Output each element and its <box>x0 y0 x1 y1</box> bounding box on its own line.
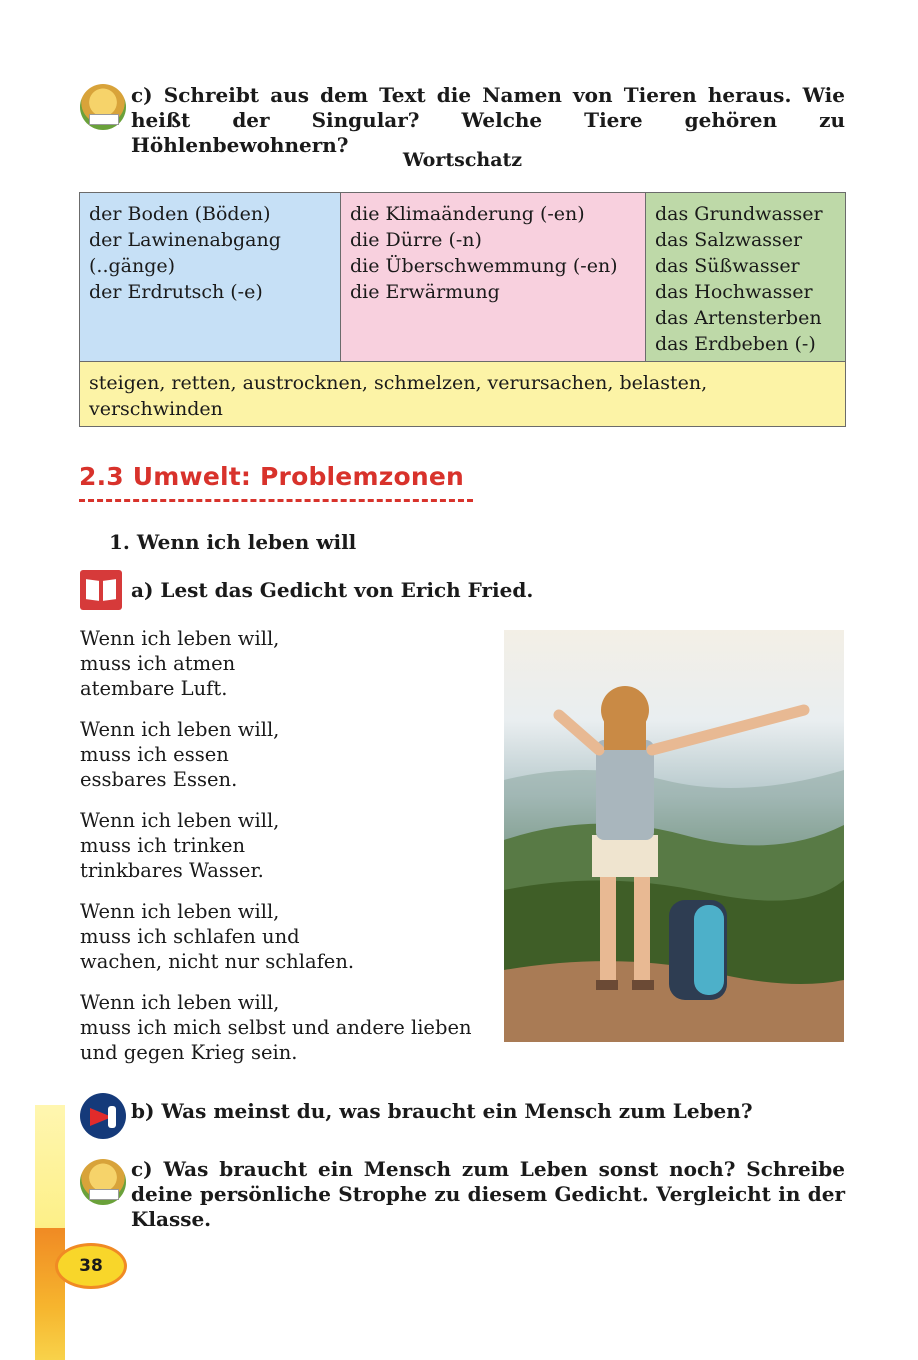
poem-line: Wenn ich leben will, <box>80 718 280 741</box>
poem-line: muss ich schlafen und <box>80 925 300 948</box>
poem-line: Wenn ich leben will, <box>80 900 280 923</box>
poem-line: trinkbares Wasser. <box>80 859 264 882</box>
vocab-cell-feminine <box>341 193 646 362</box>
vocab-cell-masculine <box>80 193 341 362</box>
hiker-illustration <box>504 630 844 1042</box>
task-c-top: c) Schreibt aus dem Text die Namen von Tieren heraus. Wie heißt der Singular? Welche Tiere gehören zu Höhlenbewohnern? <box>131 83 845 157</box>
verbs-list: steigen, retten, austrocknen, schmelzen, verursachen, belasten, verschwinden <box>89 372 708 420</box>
child-reading-icon <box>80 1159 126 1205</box>
vocab-item: die Überschwemmung (-en) <box>350 255 618 277</box>
task-c: c) Was braucht ein Mensch zum Leben sonst noch? Schreibe deine persönliche Strophe zu diesem Gedicht. Vergleicht in der Klasse. <box>131 1157 845 1231</box>
open-book-icon <box>80 570 122 610</box>
task-a: a) Lest das Gedicht von Erich Fried. <box>131 578 534 602</box>
page-number: 38 <box>55 1243 127 1289</box>
vocab-item: das Grundwasser <box>655 203 823 225</box>
poem-stanza <box>80 717 500 792</box>
poem-line: muss ich atmen <box>80 652 236 675</box>
poem-stanza <box>80 899 500 974</box>
section-title: 2.3 Umwelt: Problemzonen <box>79 462 464 491</box>
poem-stanza <box>80 626 500 701</box>
vocab-item: der Lawinenabgang <box>89 229 281 251</box>
megaphone-icon <box>80 1093 126 1139</box>
page-edge-accent <box>35 1228 65 1360</box>
poem-line: atembare Luft. <box>80 677 228 700</box>
vocab-item: das Salzwasser <box>655 229 803 251</box>
vocab-cell-neuter <box>646 193 846 362</box>
vocab-item: das Erdbeben (-) <box>655 333 816 355</box>
poem-line: Wenn ich leben will, <box>80 627 280 650</box>
poem-line: muss ich essen <box>80 743 229 766</box>
task-b: b) Was meinst du, was braucht ein Mensch zum Leben? <box>131 1099 753 1123</box>
vocab-item: die Erwärmung <box>350 281 500 303</box>
poem-line: wachen, nicht nur schlafen. <box>80 950 355 973</box>
poem-line: muss ich mich selbst und andere lieben <box>80 1016 472 1039</box>
poem-line: Wenn ich leben will, <box>80 991 280 1014</box>
hiker-photo <box>504 630 844 1042</box>
poem <box>80 626 500 1081</box>
vocab-item: (..gänge) <box>89 255 176 277</box>
child-reading-icon <box>80 84 126 130</box>
exercise-title: 1. Wenn ich leben will <box>109 530 357 554</box>
vocab-item: das Süßwasser <box>655 255 800 277</box>
section-title-underline <box>79 499 473 502</box>
vocab-item: die Dürre (-n) <box>350 229 482 251</box>
poem-line: muss ich trinken <box>80 834 246 857</box>
poem-line: essbares Essen. <box>80 768 238 791</box>
wortschatz-title: Wortschatz <box>402 149 523 171</box>
poem-line: Wenn ich leben will, <box>80 809 280 832</box>
poem-stanza <box>80 990 500 1065</box>
vocab-item: das Artensterben <box>655 307 822 329</box>
vocab-item: die Klimaänderung (-en) <box>350 203 585 225</box>
vocab-cell-verbs <box>80 362 846 427</box>
poem-line: und gegen Krieg sein. <box>80 1041 298 1064</box>
poem-stanza <box>80 808 500 883</box>
vocabulary-table <box>79 192 846 427</box>
vocab-item: der Boden (Böden) <box>89 203 271 225</box>
vocab-item: das Hochwasser <box>655 281 813 303</box>
vocab-item: der Erdrutsch (-e) <box>89 281 263 303</box>
